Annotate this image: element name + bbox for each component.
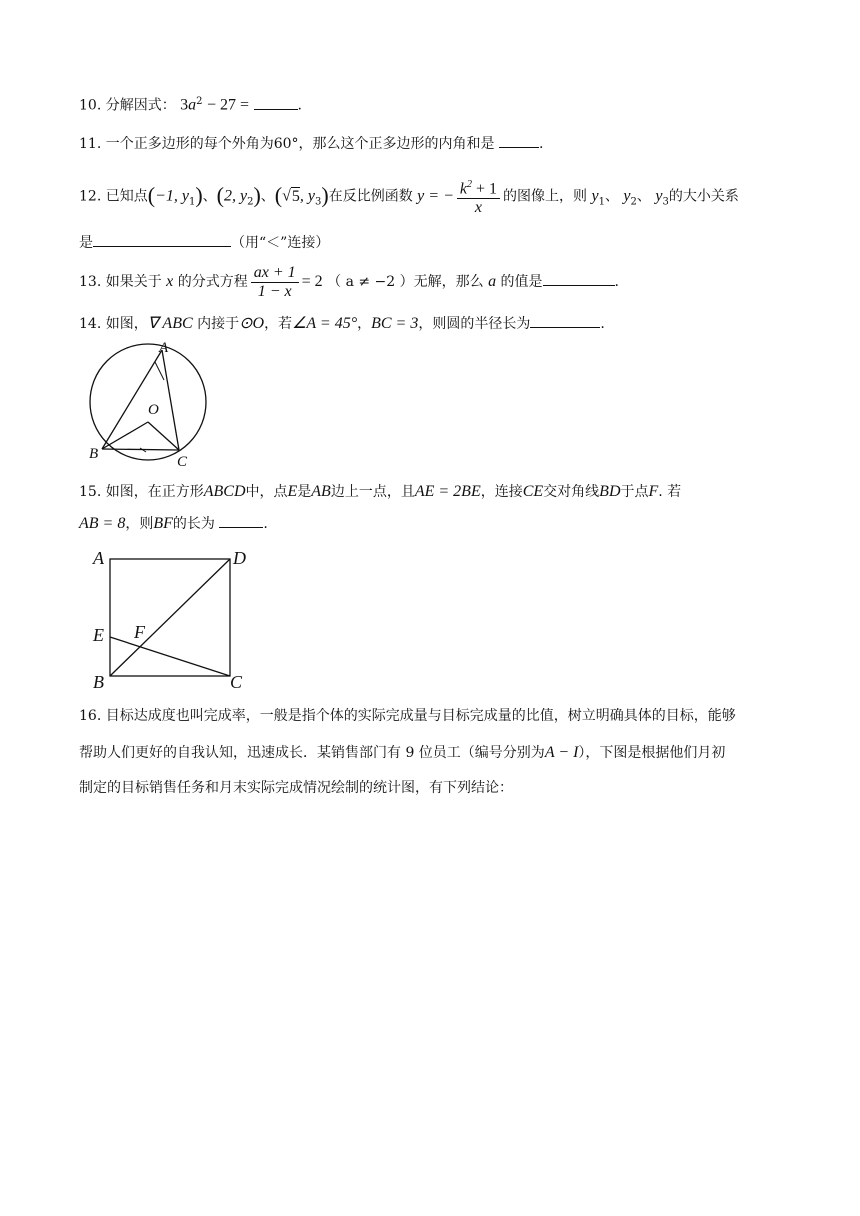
- question-number: 12.: [79, 188, 102, 205]
- separator: 、: [636, 188, 651, 205]
- question-text: 于点: [620, 484, 649, 500]
- question-12: 12. 已知点(−1, $y_1$)、(2, $y_2$)、(√5, $y_3$)在反比例函数 y = − $\frac{k^2 + 1}{x}$ 的图像上，则 $y_1$、 $y_2$、 $y_3$的大小关系: [79, 176, 739, 217]
- question-15-line-2: [79, 513, 268, 534]
- variable: x: [166, 273, 174, 290]
- question-text: 边上一点，且: [330, 484, 415, 500]
- function-lhs: y = −: [417, 187, 454, 205]
- diagonal-bd: [110, 559, 230, 676]
- question-text: ，则圆的半径长为: [418, 316, 531, 332]
- tick-mark: [155, 362, 164, 380]
- math-expression: − 27 =: [207, 96, 250, 114]
- question-text: 如图，: [105, 316, 148, 332]
- question-16: [79, 706, 736, 726]
- label-a: A: [93, 548, 104, 568]
- question-number: 14.: [79, 316, 102, 332]
- subscript: 3: [662, 196, 669, 208]
- math-exponent: 2: [196, 96, 203, 107]
- question-text: 是: [297, 484, 312, 500]
- equation-fraction: [251, 264, 299, 301]
- answer-blank[interactable]: [254, 95, 298, 110]
- segment-ob: [102, 422, 148, 449]
- label-c: C: [177, 454, 188, 470]
- question-13: [79, 262, 619, 302]
- triangle-label: ∇ ABC: [147, 315, 193, 332]
- range-label: A − I: [544, 744, 579, 761]
- square-label: ABCD: [203, 483, 246, 500]
- segment-label: BF: [153, 515, 173, 532]
- circle-triangle-figure: [80, 338, 220, 470]
- question-text: ，则: [125, 516, 154, 532]
- subscript: 1: [188, 196, 196, 208]
- question-text: ，连接: [480, 484, 523, 500]
- point-label: E: [287, 483, 298, 500]
- question-number: 13.: [79, 274, 102, 290]
- length-condition: AB = 8: [79, 515, 126, 532]
- variable: a: [488, 273, 497, 290]
- variable: y: [623, 187, 631, 205]
- question-text: 如果关于: [105, 274, 162, 290]
- question-text: 分解因式：: [105, 97, 176, 114]
- question-16-line-3: [79, 778, 513, 798]
- segment-label: AB: [311, 483, 331, 500]
- punctuation: .: [614, 274, 619, 290]
- label-c: C: [230, 672, 243, 692]
- question-text: 制定的目标销售任务和月末实际完成情况绘制的统计图，有下列结论：: [79, 780, 513, 796]
- numerator: ax + 1: [251, 264, 299, 283]
- punctuation: .: [297, 97, 302, 114]
- punctuation: .: [600, 316, 605, 332]
- numerator-var: k: [459, 180, 467, 198]
- segment-label: CE: [522, 483, 544, 500]
- question-text: （ a ≠ −2 ）无解，那么: [327, 274, 484, 290]
- question-text: 帮助人们更好的自我认知，迅速成长．某销售部门有 9 位员工（编号分别为: [79, 745, 545, 761]
- variable: y: [655, 187, 663, 205]
- question-text: 的分式方程: [177, 274, 248, 290]
- label-f: F: [134, 622, 145, 642]
- answer-blank[interactable]: [543, 271, 615, 286]
- question-text: ，若: [264, 316, 293, 332]
- answer-blank[interactable]: [499, 133, 539, 148]
- numerator-rest: + 1: [471, 180, 498, 198]
- point-coordinate: , y: [299, 187, 316, 205]
- equation-rhs: = 2: [301, 273, 323, 290]
- question-text: 如图，在正方形: [105, 484, 204, 500]
- question-10: [79, 92, 302, 116]
- punctuation: ，: [357, 316, 372, 332]
- question-14: [79, 313, 605, 334]
- point-coordinate: −1, y: [155, 187, 189, 205]
- question-16-line-2: [79, 743, 725, 763]
- angle-condition: ∠A = 45°: [292, 315, 358, 332]
- variable: y: [591, 187, 599, 205]
- question-12-line-2: [79, 232, 329, 253]
- square-figure: [88, 544, 258, 694]
- question-text: . 若: [658, 484, 682, 500]
- question-text: 交对角线: [543, 484, 600, 500]
- question-text: ），下图是根据他们月初: [578, 745, 726, 761]
- answer-blank[interactable]: [219, 513, 263, 528]
- question-text: 是: [79, 235, 93, 251]
- subscript: 3: [315, 196, 322, 208]
- function-fraction: [457, 176, 500, 217]
- question-text: 的图像上，则: [503, 188, 588, 205]
- label-a: A: [159, 340, 169, 356]
- label-e: E: [93, 625, 104, 645]
- label-d: D: [233, 548, 246, 568]
- subscript: 2: [247, 196, 254, 208]
- question-text: 内接于: [197, 316, 240, 332]
- question-11: [79, 133, 543, 154]
- point-coordinate: 2, y: [223, 187, 248, 205]
- circle-label: ⊙O: [239, 315, 265, 332]
- denominator: x: [474, 199, 482, 217]
- question-text: 中，点: [245, 484, 288, 500]
- question-text: 的长为: [172, 516, 215, 532]
- label-b: B: [89, 446, 99, 462]
- answer-blank[interactable]: [93, 232, 231, 247]
- punctuation: .: [539, 136, 544, 152]
- separator: 、: [260, 188, 275, 205]
- question-text: 16. 目标达成度也叫完成率，一般是指个体的实际完成量与目标完成量的比值，树立明确具体的目标，能够: [79, 708, 736, 724]
- question-text: 的大小关系: [668, 188, 739, 205]
- subscript: 2: [630, 196, 637, 208]
- label-b: B: [93, 672, 104, 692]
- segment-ac: [162, 350, 179, 450]
- length-condition: BC = 3: [371, 315, 419, 332]
- question-text: 的值是: [500, 274, 543, 290]
- separator: 、: [604, 188, 619, 205]
- separator: 、: [202, 188, 217, 205]
- denominator: 1 − x: [257, 282, 292, 300]
- answer-blank[interactable]: [530, 313, 600, 328]
- point-label: F: [648, 483, 659, 500]
- exponent: 2: [466, 179, 472, 190]
- radicand: 5: [291, 187, 300, 205]
- subscript: 1: [598, 196, 605, 208]
- question-text: 在反比例函数: [328, 188, 413, 205]
- question-text: 已知点: [105, 188, 148, 205]
- question-number: 11.: [79, 136, 102, 152]
- segment-bc: [102, 449, 179, 450]
- question-15: [79, 482, 681, 502]
- punctuation: .: [263, 516, 268, 532]
- math-variable: a: [188, 96, 197, 114]
- question-number: 15.: [79, 484, 102, 500]
- question-text: 一个正多边形的每个外角为60°，那么这个正多边形的内角和是: [105, 136, 495, 152]
- segment-ce: [110, 637, 230, 676]
- label-o: O: [148, 402, 159, 418]
- segment-ab: [102, 350, 162, 449]
- question-text: （用“＜”连接）: [231, 235, 330, 251]
- relation: AE = 2BE: [414, 483, 481, 500]
- math-expression: 3: [180, 96, 189, 114]
- question-number: 10.: [79, 97, 102, 114]
- segment-label: BD: [599, 483, 621, 500]
